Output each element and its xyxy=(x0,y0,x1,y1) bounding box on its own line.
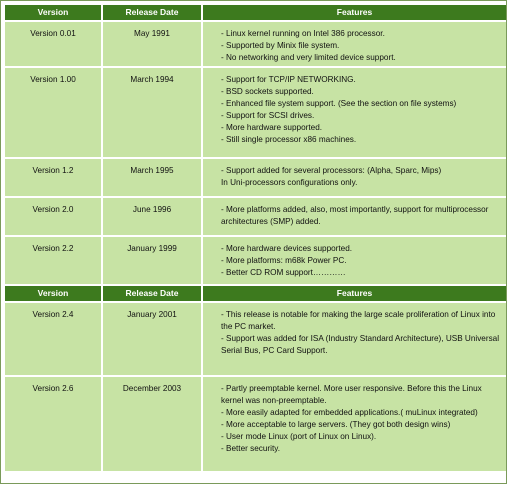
table-row xyxy=(5,237,506,284)
features-cell xyxy=(203,159,506,196)
feature-item: - More acceptable to large servers. (They got both design wins) xyxy=(221,420,451,429)
version-cell: Version 2.0 xyxy=(5,198,101,235)
date-cell: January 2001 xyxy=(103,303,201,375)
header-features: Features xyxy=(203,5,506,20)
features-cell xyxy=(203,22,506,66)
version-cell: Version 0.01 xyxy=(5,22,101,66)
header-version: Version xyxy=(5,5,101,20)
feature-item: - Support was added for ISA (Industry Standard Architecture), USB Universal Serial Bus, PC Card Support. xyxy=(221,334,500,355)
feature-item: - Better security. xyxy=(221,444,280,453)
feature-item: - BSD sockets supported. xyxy=(221,87,314,96)
features-cell xyxy=(203,377,506,471)
features-cell xyxy=(203,237,506,284)
feature-item: - More platforms: m68k Power PC. xyxy=(221,256,347,265)
feature-item: - More hardware supported. xyxy=(221,123,323,132)
feature-item: - Enhanced file system support. (See the section on file systems) xyxy=(221,99,457,108)
feature-item: - Linux kernel running on Intel 386 processor. xyxy=(221,29,385,38)
date-cell: May 1991 xyxy=(103,22,201,66)
version-cell: Version 2.4 xyxy=(5,303,101,375)
feature-item: - Support for SCSI drives. xyxy=(221,111,315,120)
feature-item: - No networking and very limited device support. xyxy=(221,53,396,62)
table-row xyxy=(5,198,506,235)
header-release-date: Release Date xyxy=(103,286,201,301)
feature-item: - Supported by Minix file system. xyxy=(221,41,340,50)
date-cell: December 2003 xyxy=(103,377,201,471)
features-cell xyxy=(203,68,506,157)
feature-item: - User mode Linux (port of Linux on Linux). xyxy=(221,432,377,441)
feature-item: - Partly preemptable kernel. More user responsive. Before this the Linux kernel was non-preemptable. xyxy=(221,384,482,405)
feature-item: - Support for TCP/IP NETWORKING. xyxy=(221,75,356,84)
feature-item: In Uni-processors configurations only. xyxy=(221,178,358,187)
date-cell: March 1995 xyxy=(103,159,201,196)
table-row xyxy=(5,377,506,471)
features-cell xyxy=(203,303,506,375)
feature-item: - Still single processor x86 machines. xyxy=(221,135,357,144)
feature-item: - This release is notable for making the large scale proliferation of Linux into the PC market. xyxy=(221,310,496,331)
feature-item: - Support added for several processors: (Alpha, Sparc, Mips) xyxy=(221,166,442,175)
table-row xyxy=(5,68,506,157)
table-row xyxy=(5,159,506,196)
date-cell: March 1994 xyxy=(103,68,201,157)
features-cell xyxy=(203,198,506,235)
feature-item: - More platforms added, also, most importantly, support for multiprocessor architectures (SMP) added. xyxy=(221,205,489,226)
version-cell: Version 1.2 xyxy=(5,159,101,196)
feature-item: - More hardware devices supported. xyxy=(221,244,353,253)
table-header-row xyxy=(5,286,506,301)
header-release-date: Release Date xyxy=(103,5,201,20)
linux-version-table xyxy=(3,3,507,473)
header-features: Features xyxy=(203,286,506,301)
table-row xyxy=(5,22,506,66)
version-cell: Version 2.6 xyxy=(5,377,101,471)
version-cell: Version 1.00 xyxy=(5,68,101,157)
table-header-row xyxy=(5,5,506,20)
version-cell: Version 2.2 xyxy=(5,237,101,284)
date-cell: June 1996 xyxy=(103,198,201,235)
date-cell: January 1999 xyxy=(103,237,201,284)
header-version: Version xyxy=(5,286,101,301)
table-row xyxy=(5,303,506,375)
feature-item: - More easily adapted for embedded applications.( muLinux integrated) xyxy=(221,408,478,417)
feature-item: - Better CD ROM support………… xyxy=(221,268,346,277)
